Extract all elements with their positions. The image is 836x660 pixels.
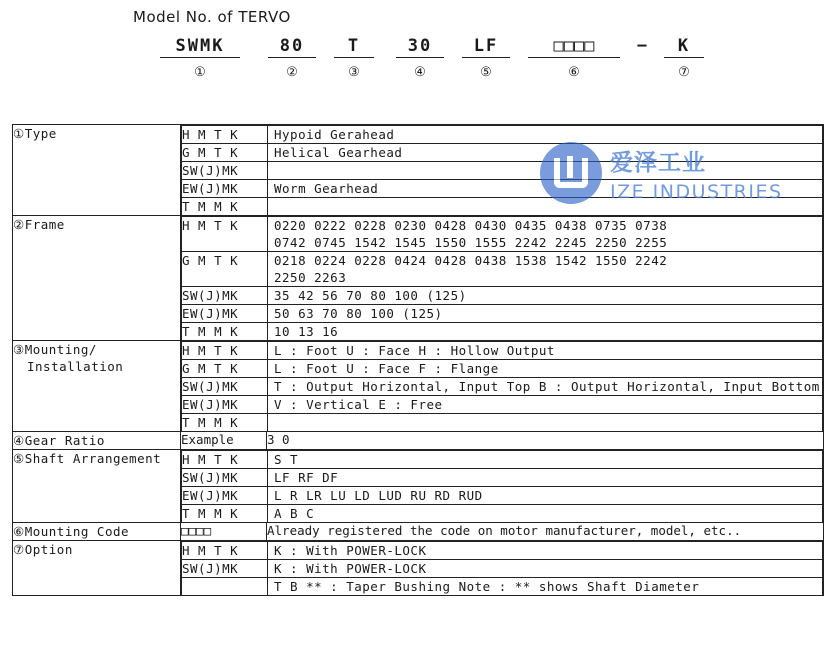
- mounting-value: T : Output Horizontal, Input Top B : Output Horizontal, Input Bottom: [268, 378, 823, 396]
- code-cell-2: [268, 36, 316, 80]
- code-value-1: SWMK: [160, 36, 240, 58]
- table-row: [13, 432, 824, 450]
- code-index-4: ④: [414, 65, 426, 80]
- frame-value: 50 63 70 80 100 (125): [268, 305, 823, 323]
- table-row: [13, 216, 824, 341]
- mounting-key: T M M K: [182, 414, 268, 432]
- row-label-text: ①Type: [13, 126, 57, 141]
- type-value: [268, 162, 823, 180]
- row-body-frame: [181, 216, 824, 341]
- row-label-text: ②Frame: [13, 217, 65, 232]
- code-cell-6: [528, 36, 620, 80]
- type-key: SW(J)MK: [182, 162, 268, 180]
- type-key: H M T K: [182, 126, 268, 144]
- row-body-option: [181, 541, 824, 596]
- mounting-key: EW(J)MK: [182, 396, 268, 414]
- code-value-2: 80: [268, 36, 316, 58]
- frame-value-line: 0220 0222 0228 0230 0428 0430 0435 0438 0735 0738: [274, 218, 668, 233]
- row-label-text: Installation: [27, 359, 124, 374]
- row-label-shaft-arrangement: [13, 450, 181, 523]
- option-key: H M T K: [182, 542, 268, 560]
- row-label-type: [13, 125, 181, 216]
- option-value: K : With POWER-LOCK: [268, 542, 823, 560]
- row-label-text: ⑤Shaft Arrangement: [13, 451, 162, 466]
- type-value: Helical Gearhead: [268, 144, 823, 162]
- frame-value: [268, 217, 823, 252]
- row-label-text: ④Gear Ratio: [13, 433, 105, 448]
- type-value: [268, 198, 823, 216]
- table-row: [13, 450, 824, 523]
- code-value-5: LF: [462, 36, 510, 58]
- row-label-option: [13, 541, 181, 596]
- type-value: Hypoid Gerahead: [268, 126, 823, 144]
- code-cell-dash: [628, 36, 658, 64]
- table-row: [13, 541, 824, 596]
- code-index-3: ③: [348, 65, 360, 80]
- mounting-code-key: □□□□: [181, 523, 267, 541]
- row-label-mounting: [13, 341, 181, 432]
- option-key: [182, 578, 268, 596]
- watermark-line-2: IZE INDUSTRIES: [610, 181, 783, 203]
- row-label-gear-ratio: [13, 432, 181, 450]
- code-value-dash: −: [636, 36, 650, 56]
- shaft-value: L R LR LU LD LUD RU RD RUD: [268, 487, 823, 505]
- row-label-mounting-code: [13, 523, 181, 541]
- table-row: [13, 341, 824, 432]
- row-label-frame: [13, 216, 181, 341]
- mounting-value: V : Vertical E : Free: [268, 396, 823, 414]
- shaft-value: S T: [268, 451, 823, 469]
- type-key: EW(J)MK: [182, 180, 268, 198]
- code-cell-7: [664, 36, 704, 80]
- code-index-7: ⑦: [678, 65, 690, 80]
- frame-value-line: 2250 2263: [274, 270, 347, 285]
- type-value: Worm Gearhead: [268, 180, 823, 198]
- frame-value: [268, 252, 823, 287]
- code-value-3: T: [334, 36, 374, 58]
- gear-ratio-key: Example: [181, 432, 267, 450]
- shaft-key: T M M K: [182, 505, 268, 523]
- spec-table: [12, 124, 824, 596]
- page-title: Model No. of TERVO: [133, 8, 291, 26]
- shaft-key: EW(J)MK: [182, 487, 268, 505]
- frame-key: SW(J)MK: [182, 287, 268, 305]
- row-body-mounting: [181, 341, 824, 432]
- model-code-row: [0, 36, 836, 82]
- row-label-text: ⑥Mounting Code: [13, 524, 130, 539]
- code-cell-3: [334, 36, 374, 80]
- frame-key: H M T K: [182, 217, 268, 252]
- watermark-line-1: 爱泽工业: [610, 150, 706, 176]
- gear-ratio-value: 3 0: [267, 432, 824, 450]
- type-key: G M T K: [182, 144, 268, 162]
- frame-key: T M M K: [182, 323, 268, 341]
- option-value: K : With POWER-LOCK: [268, 560, 823, 578]
- code-index-5: ⑤: [480, 65, 492, 80]
- option-key: SW(J)MK: [182, 560, 268, 578]
- code-value-4: 30: [396, 36, 444, 58]
- shaft-value: LF RF DF: [268, 469, 823, 487]
- option-value: T B ** : Taper Bushing Note : ** shows Shaft Diameter: [268, 578, 823, 596]
- shaft-key: H M T K: [182, 451, 268, 469]
- row-label-text: ③Mounting/: [13, 342, 97, 357]
- mounting-code-value: Already registered the code on motor manufacturer, model, etc..: [267, 523, 824, 541]
- code-value-6: □□□□: [528, 36, 620, 58]
- mounting-key: SW(J)MK: [182, 378, 268, 396]
- code-cell-4: [396, 36, 444, 80]
- row-body-shaft: [181, 450, 824, 523]
- type-key: T M M K: [182, 198, 268, 216]
- frame-value: 35 42 56 70 80 100 (125): [268, 287, 823, 305]
- code-cell-5: [462, 36, 510, 80]
- shaft-key: SW(J)MK: [182, 469, 268, 487]
- frame-value: 10 13 16: [268, 323, 823, 341]
- row-body-type: [181, 125, 824, 216]
- row-label-text: ⑦Option: [13, 542, 73, 557]
- code-cell-1: [160, 36, 240, 80]
- table-row: [13, 125, 824, 216]
- mounting-value: [268, 414, 823, 432]
- mounting-value: L : Foot U : Face H : Hollow Output: [268, 342, 823, 360]
- code-index-6: ⑥: [568, 65, 580, 80]
- code-value-7: K: [664, 36, 704, 58]
- code-index-2: ②: [286, 65, 298, 80]
- table-row: [13, 523, 824, 541]
- frame-key: EW(J)MK: [182, 305, 268, 323]
- code-index-1: ①: [194, 65, 206, 80]
- mounting-key: H M T K: [182, 342, 268, 360]
- frame-value-line: 0218 0224 0228 0424 0428 0438 1538 1542 1550 2242: [274, 253, 668, 268]
- mounting-key: G M T K: [182, 360, 268, 378]
- mounting-value: L : Foot U : Face F : Flange: [268, 360, 823, 378]
- frame-key: G M T K: [182, 252, 268, 287]
- shaft-value: A B C: [268, 505, 823, 523]
- frame-value-line: 0742 0745 1542 1545 1550 1555 2242 2245 2250 2255: [274, 235, 668, 250]
